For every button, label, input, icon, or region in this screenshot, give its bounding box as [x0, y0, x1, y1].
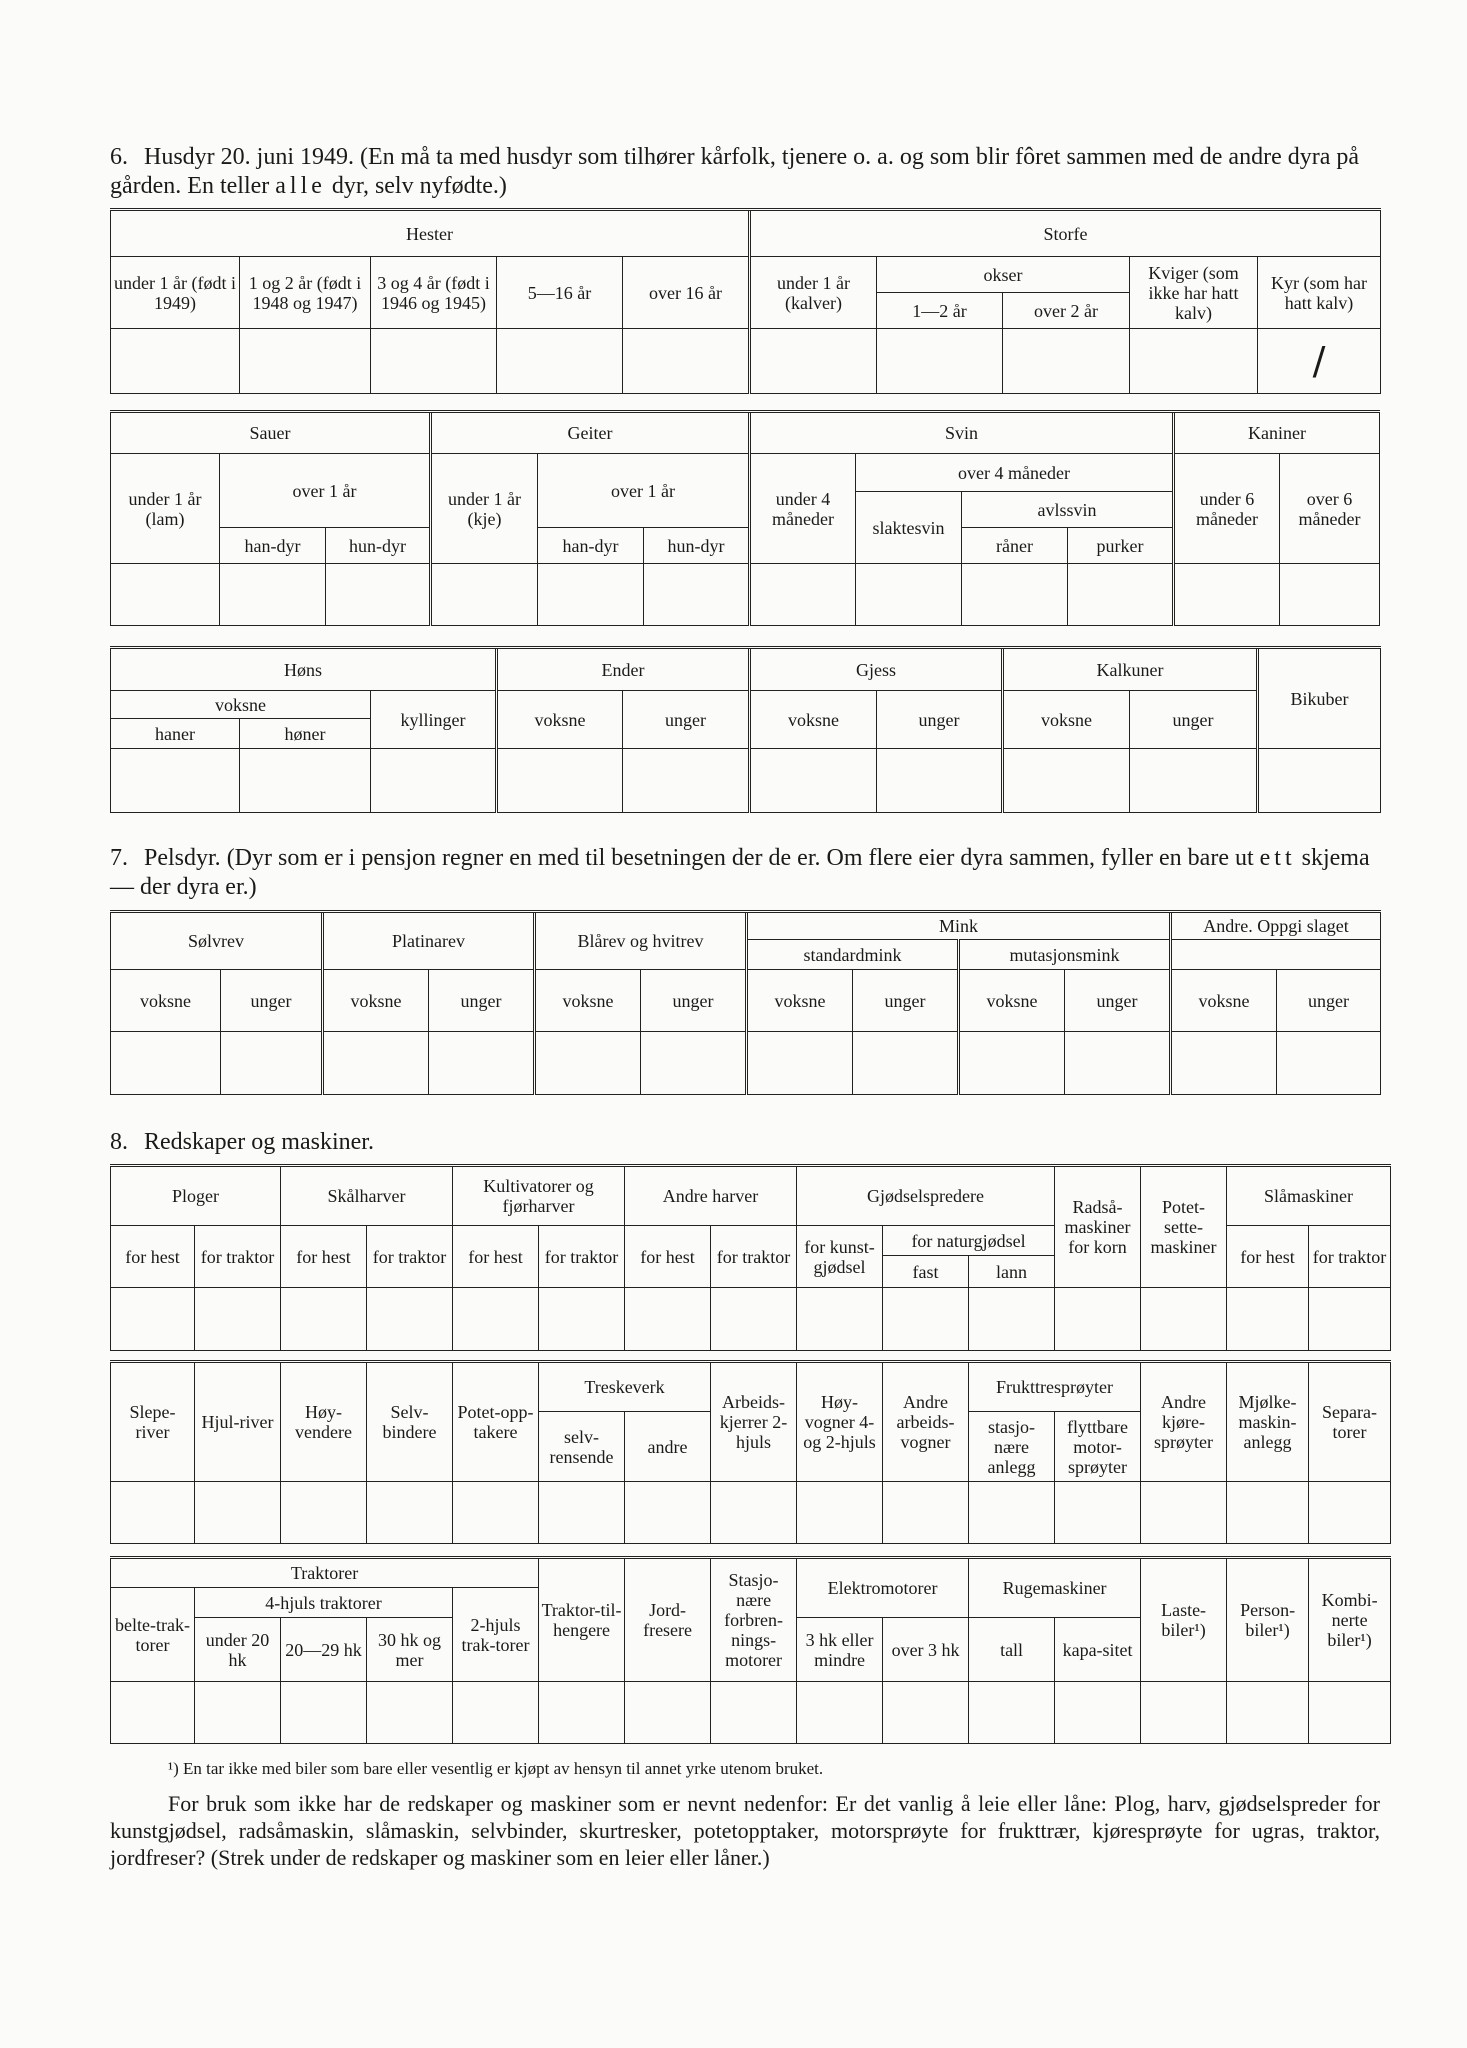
col-ender-voksne: voksne — [497, 691, 623, 749]
tractors-motors-table — [110, 1556, 1391, 1744]
entry-row — [111, 564, 1380, 626]
col-honer: høner — [240, 719, 371, 749]
entry-row — [111, 1682, 1391, 1744]
header-gjodselspredere: Gjødselspredere — [797, 1166, 1055, 1226]
horses-cattle-table — [110, 208, 1381, 394]
entry-cell[interactable] — [1003, 749, 1130, 813]
col-stasjonaere-anlegg: stasjo-nære anlegg — [969, 1412, 1055, 1482]
col-potetopptakere: Potet-opp-takere — [453, 1362, 539, 1482]
col-okser-over-2: over 2 år — [1003, 293, 1130, 329]
entry-cell[interactable] — [1309, 1682, 1391, 1744]
col-sleperiver: Slepe-river — [111, 1362, 195, 1482]
implements-table-2 — [110, 1360, 1391, 1544]
col-okser: okser — [877, 257, 1130, 293]
col-for-traktor: for traktor — [1309, 1226, 1391, 1288]
handwritten-entry: / — [1312, 339, 1326, 383]
col-4-hjuls-traktorer: 4-hjuls traktorer — [195, 1588, 453, 1618]
entry-cell[interactable] — [797, 1482, 883, 1544]
col-kombinerte-biler: Kombi-nerte biler¹) — [1309, 1558, 1391, 1682]
col-for-hest: for hest — [111, 1226, 195, 1288]
entry-cell[interactable] — [1065, 1032, 1171, 1095]
col-for-hest: for hest — [625, 1226, 711, 1288]
entry-cell[interactable] — [969, 1482, 1055, 1544]
entry-cell[interactable] — [625, 1288, 711, 1351]
header-geiter: Geiter — [431, 412, 750, 454]
entry-cell[interactable] — [797, 1288, 883, 1351]
entry-cell[interactable] — [111, 1288, 195, 1351]
entry-cell[interactable] — [1130, 749, 1258, 813]
header-treskeverk: Treskeverk — [539, 1362, 711, 1412]
col-el-over-3-hk: over 3 hk — [883, 1618, 969, 1682]
col-for-kunstgjodsel: for kunst-gjødsel — [797, 1226, 883, 1288]
entry-cell[interactable] — [220, 564, 326, 626]
col-gjess-voksne: voksne — [750, 691, 877, 749]
entry-cell[interactable] — [497, 329, 623, 394]
entry-cell[interactable] — [367, 1288, 453, 1351]
col-okser-1-2: 1—2 år — [877, 293, 1003, 329]
entry-cell[interactable] — [195, 1288, 281, 1351]
col-hester-under-1: under 1 år (født i 1949) — [111, 257, 240, 329]
entry-cell[interactable] — [195, 1482, 281, 1544]
col-for-traktor: for traktor — [195, 1226, 281, 1288]
col-kyr: Kyr (som har hatt kalv) — [1258, 257, 1381, 329]
entry-cell[interactable] — [371, 329, 497, 394]
section-7-heading — [110, 844, 1380, 902]
col-arbeidskjerrer: Arbeids-kjerrer 2-hjuls — [711, 1362, 797, 1482]
col-unger: unger — [221, 970, 323, 1032]
implements-table-1 — [110, 1164, 1391, 1351]
col-for-traktor: for traktor — [539, 1226, 625, 1288]
entry-cell[interactable] — [497, 749, 623, 813]
col-voksne: voksne — [959, 970, 1065, 1032]
entry-cell[interactable] — [240, 749, 371, 813]
entry-cell[interactable] — [883, 1288, 969, 1351]
col-kanin-over-6: over 6 måneder — [1280, 454, 1380, 564]
col-kviger: Kviger (som ikke har hatt kalv) — [1130, 257, 1258, 329]
col-voksne: voksne — [323, 970, 429, 1032]
entry-cell[interactable] — [1277, 1032, 1381, 1095]
col-raner: råner — [962, 528, 1068, 564]
section-instructions-end: skjema — der dyra er.) — [110, 845, 1370, 900]
entry-cell[interactable] — [623, 749, 750, 813]
header-platinarev: Platinarev — [323, 912, 535, 970]
header-ploger: Ploger — [111, 1166, 281, 1226]
sheep-goats-pigs-rabbits-table — [110, 410, 1380, 626]
entry-cell[interactable] — [1003, 329, 1130, 394]
header-gjess: Gjess — [750, 648, 1003, 691]
entry-cell[interactable] — [431, 564, 538, 626]
entry-cell[interactable] — [1130, 329, 1258, 394]
col-for-traktor: for traktor — [367, 1226, 453, 1288]
entry-cell[interactable] — [1068, 564, 1174, 626]
entry-cell[interactable] — [883, 1482, 969, 1544]
entry-cell[interactable] — [1309, 1288, 1391, 1351]
col-purker: purker — [1068, 528, 1174, 564]
entry-cell[interactable] — [1309, 1482, 1391, 1544]
header-kaniner: Kaniner — [1174, 412, 1380, 454]
col-voksne: voksne — [747, 970, 853, 1032]
header-rugemaskiner: Rugemaskiner — [969, 1558, 1141, 1618]
header-kalkuner: Kalkuner — [1003, 648, 1258, 691]
poultry-table — [110, 646, 1381, 813]
entry-cell[interactable] — [240, 329, 371, 394]
entry-cell[interactable] — [711, 1682, 797, 1744]
col-beltetraktorer: belte-trak-torer — [111, 1588, 195, 1682]
col-kalkuner-voksne: voksne — [1003, 691, 1130, 749]
section-instructions-end: dyr, selv nyfødte.) — [331, 173, 507, 199]
entry-cell[interactable] — [1141, 1288, 1227, 1351]
col-2-hjuls-traktorer: 2-hjuls trak-torer — [453, 1588, 539, 1682]
col-haner: haner — [111, 719, 240, 749]
entry-cell[interactable] — [111, 1032, 221, 1095]
col-hester-over-16: over 16 år — [623, 257, 750, 329]
col-slaktesvin: slaktesvin — [856, 492, 962, 564]
entry-cell[interactable] — [323, 1032, 429, 1095]
entry-cell[interactable] — [195, 1682, 281, 1744]
entry-cell[interactable] — [367, 1682, 453, 1744]
header-blarev: Blårev og hvitrev — [535, 912, 747, 970]
col-hoyvendere: Høy-vendere — [281, 1362, 367, 1482]
entry-cell[interactable] — [1171, 1032, 1277, 1095]
col-treskeverk-andre: andre — [625, 1412, 711, 1482]
section-title: Redskaper og maskiner. — [144, 1129, 374, 1155]
col-unger: unger — [1065, 970, 1171, 1032]
col-hoyvogner: Høy-vogner 4- og 2-hjuls — [797, 1362, 883, 1482]
entry-cell[interactable] — [641, 1032, 747, 1095]
entry-cell[interactable] — [281, 1288, 367, 1351]
col-20-29-hk: 20—29 hk — [281, 1618, 367, 1682]
entry-cell[interactable] — [111, 329, 240, 394]
entry-cell[interactable] — [711, 1288, 797, 1351]
entry-cell[interactable] — [538, 564, 644, 626]
fur-animals-table — [110, 910, 1381, 1095]
header-andre-harver: Andre harver — [625, 1166, 797, 1226]
header-slamaskiner: Slåmaskiner — [1227, 1166, 1391, 1226]
entry-cell[interactable] — [539, 1288, 625, 1351]
col-avlssvin: avlssvin — [962, 492, 1174, 528]
col-rugemaskiner-kapasitet: kapa-sitet — [1055, 1618, 1141, 1682]
col-storfe-kalver: under 1 år (kalver) — [750, 257, 877, 329]
header-storfe: Storfe — [750, 210, 1381, 257]
entry-cell[interactable] — [797, 1682, 883, 1744]
entry-cell[interactable] — [429, 1032, 535, 1095]
col-for-naturgjodsel: for naturgjødsel — [883, 1226, 1055, 1256]
col-voksne: voksne — [535, 970, 641, 1032]
col-fast: fast — [883, 1256, 969, 1288]
col-rugemaskiner-tall: tall — [969, 1618, 1055, 1682]
entry-cell[interactable] — [750, 564, 856, 626]
col-lastebiler: Laste-biler¹) — [1141, 1558, 1227, 1682]
col-gjess-unger: unger — [877, 691, 1003, 749]
emphasis-word: ett — [1259, 845, 1296, 871]
col-andre-arbeidsvogner: Andre arbeids-vogner — [883, 1362, 969, 1482]
entry-cell[interactable] — [1055, 1682, 1141, 1744]
header-kultivatorer: Kultivatorer og fjørharver — [453, 1166, 625, 1226]
col-for-hest: for hest — [453, 1226, 539, 1288]
entry-cell[interactable] — [281, 1482, 367, 1544]
header-hons: Høns — [111, 648, 497, 691]
header-traktorer: Traktorer — [111, 1558, 539, 1588]
entry-cell[interactable] — [1227, 1288, 1309, 1351]
entry-cell[interactable] — [969, 1288, 1055, 1351]
col-for-hest: for hest — [1227, 1226, 1309, 1288]
col-kyllinger: kyllinger — [371, 691, 497, 749]
section-title: Pelsdyr. — [144, 845, 221, 871]
entry-cell[interactable] — [221, 1032, 323, 1095]
entry-cell[interactable] — [959, 1032, 1065, 1095]
col-for-hest: for hest — [281, 1226, 367, 1288]
header-skalharver: Skålharver — [281, 1166, 453, 1226]
col-andre-blank — [1171, 940, 1381, 970]
entry-cell[interactable] — [371, 749, 497, 813]
entry-cell[interactable] — [111, 1682, 195, 1744]
entry-cell[interactable] — [883, 1682, 969, 1744]
entry-cell[interactable] — [1174, 564, 1280, 626]
header-potetsettemaskiner: Potet-sette-maskiner — [1141, 1166, 1227, 1288]
entry-cell[interactable] — [623, 329, 750, 394]
entry-cell[interactable] — [853, 1032, 959, 1095]
col-unger: unger — [429, 970, 535, 1032]
entry-cell[interactable] — [877, 329, 1003, 394]
col-stasjonaere-motorer: Stasjo-nære forbren-nings-motorer — [711, 1558, 797, 1682]
entry-row — [111, 1482, 1391, 1544]
entry-cell[interactable] — [747, 1032, 853, 1095]
col-el-3-hk: 3 hk eller mindre — [797, 1618, 883, 1682]
entry-cell[interactable] — [367, 1482, 453, 1544]
col-kalkuner-unger: unger — [1130, 691, 1258, 749]
entry-cell[interactable] — [625, 1482, 711, 1544]
entry-cell[interactable] — [111, 1482, 195, 1544]
entry-cell[interactable] — [281, 1682, 367, 1744]
col-geit-han: han-dyr — [538, 528, 644, 564]
entry-cell[interactable] — [644, 564, 750, 626]
entry-cell[interactable] — [326, 564, 431, 626]
entry-row — [111, 749, 1381, 813]
entry-cell[interactable] — [453, 1482, 539, 1544]
header-fruktresproyter: Frukttresprøyter — [969, 1362, 1141, 1412]
col-mutasjonsmink: mutasjonsmink — [959, 940, 1171, 970]
col-hester-3-4: 3 og 4 år (født i 1946 og 1945) — [371, 257, 497, 329]
col-unger: unger — [641, 970, 747, 1032]
entry-cell[interactable] — [1227, 1482, 1309, 1544]
col-hester-5-16: 5—16 år — [497, 257, 623, 329]
col-svin-under-4: under 4 måneder — [750, 454, 856, 564]
col-kanin-under-6: under 6 måneder — [1174, 454, 1280, 564]
col-sau-over-1: over 1 år — [220, 454, 431, 528]
col-kje: under 1 år (kje) — [431, 454, 538, 564]
col-geit-over-1: over 1 år — [538, 454, 750, 528]
col-hester-1-2: 1 og 2 år (født i 1948 og 1947) — [240, 257, 371, 329]
col-selvbindere: Selv-bindere — [367, 1362, 453, 1482]
entry-cell[interactable] — [539, 1682, 625, 1744]
section-instructions: (Dyr som er i pensjon regner en med til besetningen der de er. Om flere eier dyra sammen, fyller en bare ut — [226, 845, 1254, 871]
section-number: 7. — [110, 845, 128, 871]
entry-cell[interactable] — [535, 1032, 641, 1095]
header-elektromotorer: Elektromotorer — [797, 1558, 969, 1618]
col-sau-han: han-dyr — [220, 528, 326, 564]
entry-cell[interactable] — [856, 564, 962, 626]
emphasis-word: alle — [275, 173, 326, 199]
header-hester: Hester — [111, 210, 750, 257]
entry-cell[interactable] — [453, 1682, 539, 1744]
col-separatorer: Separa-torer — [1309, 1362, 1391, 1482]
entry-cell[interactable] — [1055, 1288, 1141, 1351]
entry-cell[interactable] — [1227, 1682, 1309, 1744]
entry-cell[interactable] — [1141, 1482, 1227, 1544]
col-andre-kjoresproyter: Andre kjøre-sprøyter — [1141, 1362, 1227, 1482]
col-ender-unger: unger — [623, 691, 750, 749]
section-number: 6. — [110, 144, 128, 170]
col-jordfresere: Jord-fresere — [625, 1558, 711, 1682]
col-under-20-hk: under 20 hk — [195, 1618, 281, 1682]
header-sauer: Sauer — [111, 412, 431, 454]
entry-cell[interactable] — [711, 1482, 797, 1544]
section-6-heading — [110, 143, 1380, 201]
col-for-traktor: for traktor — [711, 1226, 797, 1288]
header-radsamaskiner: Radså-maskiner for korn — [1055, 1166, 1141, 1288]
entry-cell[interactable] — [625, 1682, 711, 1744]
entry-cell[interactable] — [962, 564, 1068, 626]
entry-cell[interactable] — [1055, 1482, 1141, 1544]
entry-cell[interactable] — [877, 749, 1003, 813]
col-unger: unger — [853, 970, 959, 1032]
col-lann: lann — [969, 1256, 1055, 1288]
section-8-heading — [110, 1128, 1380, 1157]
col-hons-voksne: voksne — [111, 691, 371, 719]
rental-note: For bruk som ikke har de redskaper og maskiner som er nevnt nedenfor: Er det vanlig å leie eller låne: Plog, harv, gjødselspreder for kunstgjødsel, radsåmaskin, slåmaskin, selvbinder, skurtresker, potetopptaker, motorsprøyte for frukttrær, kjøresprøyte for ugras, traktor, jordfreser? (Strek under de redskaper og maskiner som en leier eller låner.) — [110, 1791, 1380, 1870]
footnote: ¹) En tar ikke med biler som bare eller vesentlig er kjøpt av hensyn til annet yrke utenom bruket. — [168, 1759, 824, 1778]
col-sau-hun: hun-dyr — [326, 528, 431, 564]
col-30-hk: 30 hk og mer — [367, 1618, 453, 1682]
entry-row — [111, 329, 1381, 394]
col-voksne: voksne — [1171, 970, 1277, 1032]
entry-cell-kyr[interactable] — [1258, 329, 1381, 394]
section-number: 8. — [110, 1129, 128, 1155]
entry-cell[interactable] — [750, 329, 877, 394]
col-geit-hun: hun-dyr — [644, 528, 750, 564]
col-mjolkemaskinanlegg: Mjølke-maskin-anlegg — [1227, 1362, 1309, 1482]
section-title: Husdyr 20. juni 1949. — [144, 144, 354, 170]
entry-cell[interactable] — [1280, 564, 1380, 626]
col-traktortilhengere: Traktor-til-hengere — [539, 1558, 625, 1682]
header-ender: Ender — [497, 648, 750, 691]
col-unger: unger — [1277, 970, 1381, 1032]
entry-cell[interactable] — [1258, 749, 1381, 813]
header-andre-pelsdyr: Andre. Oppgi slaget — [1171, 912, 1381, 940]
col-selvrensende: selv-rensende — [539, 1412, 625, 1482]
section-instructions: (En må ta med husdyr som tilhører kårfolk, tjenere o. a. og som blir fôret sammen med de andre dyra på gården. En teller — [110, 144, 1360, 199]
col-lam: under 1 år (lam) — [111, 454, 220, 564]
entry-cell[interactable] — [111, 749, 240, 813]
col-standardmink: standardmink — [747, 940, 959, 970]
entry-row — [111, 1288, 1391, 1351]
entry-cell[interactable] — [111, 564, 220, 626]
header-solvrev: Sølvrev — [111, 912, 323, 970]
header-svin: Svin — [750, 412, 1174, 454]
col-personbiler: Person-biler¹) — [1227, 1558, 1309, 1682]
col-flyttbare-motorsproyter: flyttbare motor-sprøyter — [1055, 1412, 1141, 1482]
entry-cell[interactable] — [539, 1482, 625, 1544]
col-svin-over-4: over 4 måneder — [856, 454, 1174, 492]
col-voksne: voksne — [111, 970, 221, 1032]
entry-cell[interactable] — [1141, 1682, 1227, 1744]
col-hjulriver: Hjul-river — [195, 1362, 281, 1482]
header-mink: Mink — [747, 912, 1171, 940]
header-bikuber: Bikuber — [1258, 648, 1381, 749]
entry-cell[interactable] — [750, 749, 877, 813]
entry-row — [111, 1032, 1381, 1095]
entry-cell[interactable] — [453, 1288, 539, 1351]
entry-cell[interactable] — [969, 1682, 1055, 1744]
